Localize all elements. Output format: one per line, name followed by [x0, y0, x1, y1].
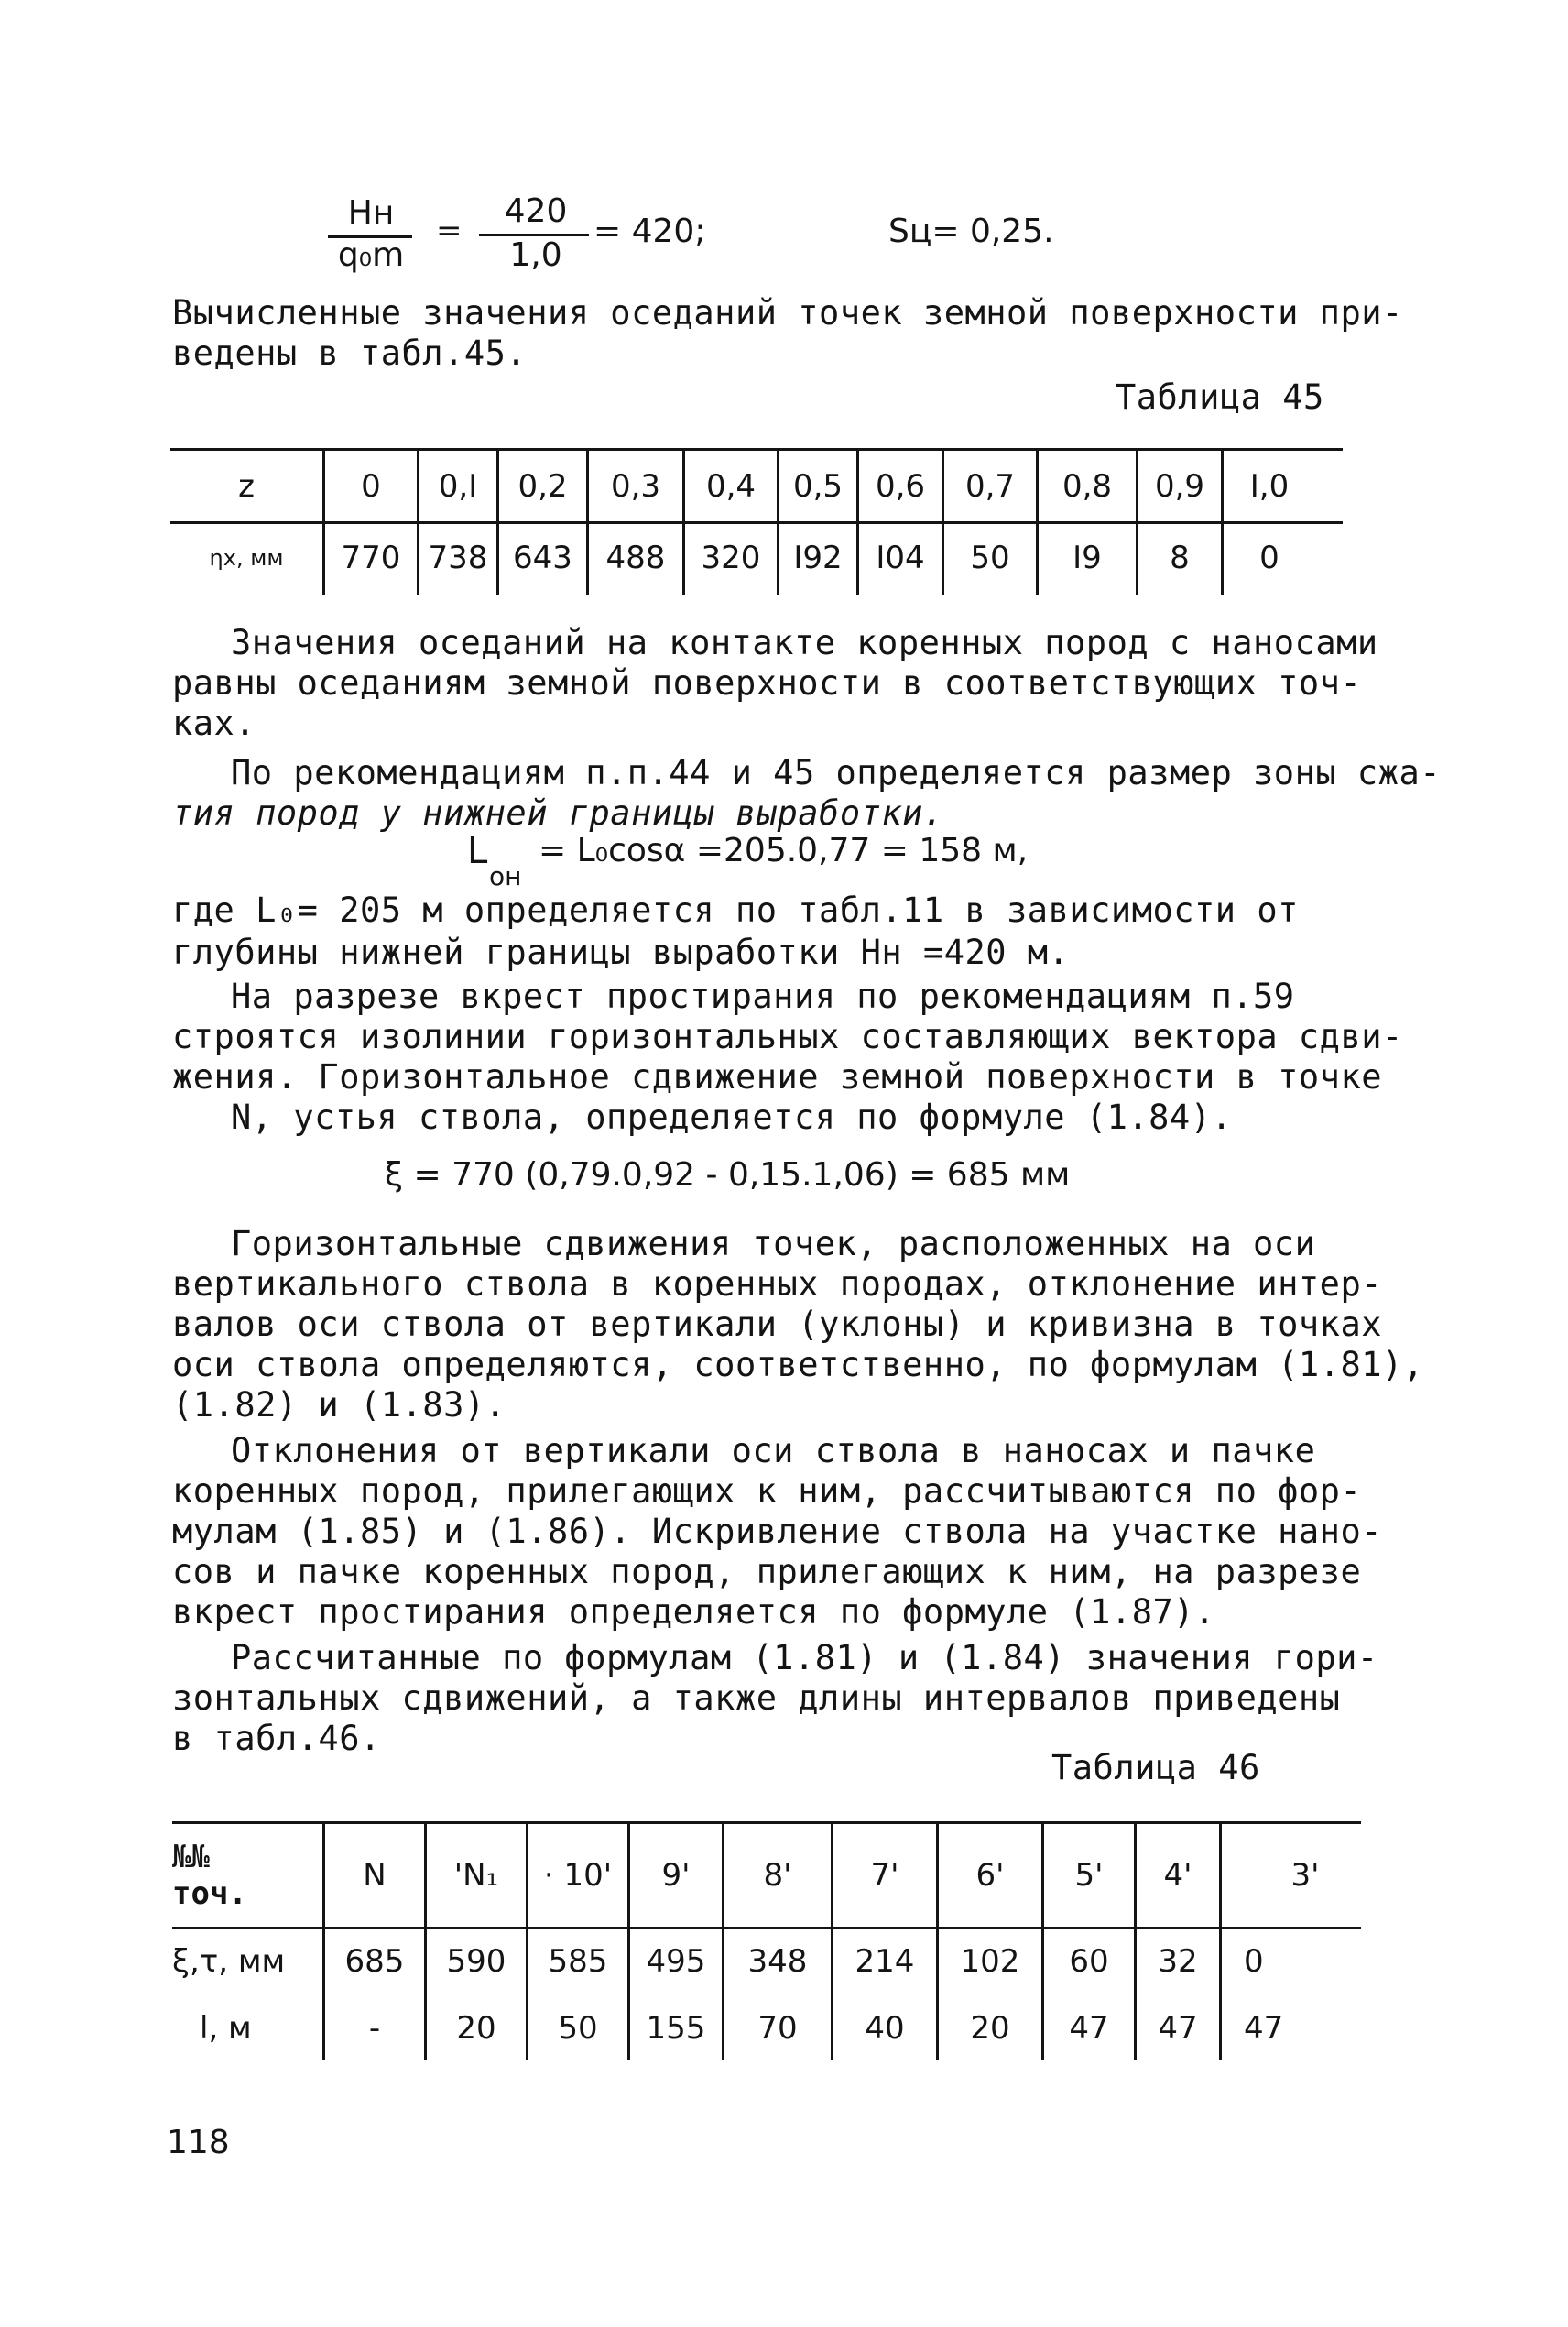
text-line: равны оседаниям земной поверхности в соответствующих точ- — [172, 663, 1362, 703]
text-line: ках. — [172, 704, 256, 743]
table45-cell: 0,4 — [684, 451, 779, 521]
table46-cell: 102 — [938, 1927, 1043, 1996]
text-line: Значения оседаний на контакте коренных пород с наносами — [231, 623, 1378, 662]
frac1-denominator: q₀m — [337, 236, 405, 274]
table46-head-label-line1: №№ — [172, 1839, 210, 1875]
table45-cell: I,0 — [1249, 467, 1290, 505]
text-line: тия пород у нижней границы выработки. — [172, 793, 944, 833]
table46-cell: 590 — [426, 1927, 528, 1996]
formula-L-lhs: L — [467, 830, 488, 872]
frac2-denominator: 1,0 — [509, 236, 562, 274]
table45-caption: Таблица 45 — [1116, 377, 1324, 417]
text-line: коренных пород, прилегающих к ним, рассчитываются по фор- — [172, 1471, 1362, 1511]
table45-cell: 0,I — [419, 451, 498, 521]
table46-cell: - — [324, 1996, 426, 2060]
text-line: вкрест простирания определяется по формуле (1.87). — [172, 1592, 1215, 1632]
table46-row-xi — [172, 1927, 1388, 1996]
text-line: Рассчитанные по формулам (1.81) и (1.84) значения гори- — [231, 1638, 1378, 1677]
text-line: мулам (1.85) и (1.86). Искривление ствола на участке нано- — [172, 1512, 1383, 1551]
table46 — [172, 1824, 1388, 2060]
table45-cell: 643 — [498, 521, 588, 595]
table46-head-cell: N — [324, 1824, 426, 1927]
table46-cell: 0 — [1244, 1943, 1264, 1980]
table46-head-label-line2: точ. — [172, 1875, 247, 1912]
equals-sign: = — [436, 213, 463, 249]
table46-cell: 155 — [629, 1996, 724, 2060]
table45-cell: 8 — [1138, 521, 1223, 595]
table45-cell: 0 — [1259, 540, 1279, 576]
table46-head-cell: 5' — [1043, 1824, 1136, 1927]
table45-cell: 0,2 — [498, 451, 588, 521]
table45-label-eta: ηx, мм — [170, 521, 324, 595]
table46-cell: 40 — [833, 1996, 938, 2060]
table45-label-z: z — [170, 451, 324, 521]
table45 — [170, 451, 1315, 595]
table46-head-row — [172, 1824, 1388, 1927]
table46-row-l — [172, 1996, 1388, 2060]
table45-cell: 320 — [684, 521, 779, 595]
table45-cell: 0,9 — [1138, 451, 1223, 521]
table46-head-cell: 7' — [833, 1824, 938, 1927]
table45-cell: I92 — [779, 521, 858, 595]
page-number: 118 — [167, 2124, 230, 2161]
table46-head-cell: 'N₁ — [426, 1824, 528, 1927]
table46-cell: 685 — [324, 1927, 426, 1996]
table46-head-cell: 9' — [629, 1824, 724, 1927]
table46-cell: 47 — [1136, 1996, 1221, 2060]
table46-cell: 70 — [724, 1996, 833, 2060]
text-line: жения. Горизонтальное сдвижение земной поверхности в точке — [172, 1057, 1383, 1097]
table45-cell: 0,3 — [588, 451, 684, 521]
table45-cell: 0,8 — [1038, 451, 1138, 521]
text-line: глубины нижней границы выработки Hн =420 м. — [172, 933, 1070, 972]
table46-cell: 50 — [528, 1996, 629, 2060]
table45-cell: 50 — [943, 521, 1038, 595]
text-line: По рекомендациям п.п.44 и 45 определяется размер зоны сжа- — [231, 753, 1442, 792]
table46-head-cell: 8' — [724, 1824, 833, 1927]
table45-cell: 770 — [324, 521, 419, 595]
table45-row-z — [170, 451, 1315, 521]
table46-row-label: l, м — [172, 1996, 324, 2060]
formula-L-subscript: он — [489, 861, 522, 891]
table46-head-cell: 4' — [1136, 1824, 1221, 1927]
text-line: На разрезе вкрест простирания по рекомендациям п.59 — [231, 977, 1295, 1016]
table46-row-label: ξ,τ, мм — [172, 1927, 324, 1996]
table46-cell: 495 — [629, 1927, 724, 1996]
table45-cell: I04 — [858, 521, 943, 595]
formula-result: = 420; — [593, 213, 706, 250]
table46-head-cell: · 10' — [528, 1824, 629, 1927]
text-line: Вычисленные значения оседаний точек земной поверхности при- — [172, 293, 1403, 333]
table46-cell: 60 — [1043, 1927, 1136, 1996]
text-line: Отклонения от вертикали оси ствола в наносах и пачке — [231, 1431, 1316, 1470]
table46-cell: 20 — [938, 1996, 1043, 2060]
text-line: зонтальных сдвижений, а также длины интервалов приведены — [172, 1678, 1341, 1718]
text-line: сов и пачке коренных пород, прилегающих к ним, на разрезе — [172, 1552, 1362, 1591]
text-line: где L₀= 205 м определяется по табл.11 в зависимости от — [172, 890, 1299, 930]
text-line: N, устья ствола, определяется по формуле (1.84). — [231, 1098, 1233, 1137]
table45-row-eta — [170, 521, 1315, 595]
table45-cell: 0,7 — [943, 451, 1038, 521]
table46-cell: 348 — [724, 1927, 833, 1996]
table45-cell: 0,5 — [779, 451, 858, 521]
s-coefficient: Sц= 0,25. — [888, 213, 1054, 250]
formula-xi: ξ = 770 (0,79.0,92 - 0,15.1,06) = 685 мм — [385, 1156, 1071, 1194]
table45-cell: 738 — [419, 521, 498, 595]
text-line: (1.82) и (1.83). — [172, 1385, 506, 1425]
text-line: в табл.46. — [172, 1719, 381, 1758]
table46-head-cell: 3' — [1290, 1857, 1320, 1894]
frac2-numerator: 420 — [504, 192, 568, 230]
table45-cell: I9 — [1038, 521, 1138, 595]
text-line: вертикального ствола в коренных породах, отклонение интер- — [172, 1264, 1383, 1304]
frac1-numerator: Hн — [347, 194, 395, 232]
table45-cell: 0,6 — [858, 451, 943, 521]
text-line: ведены в табл.45. — [172, 333, 528, 373]
table46-cell: 20 — [426, 1996, 528, 2060]
table46-cell: 214 — [833, 1927, 938, 1996]
text-line: строятся изолинии горизонтальных составляющих вектора сдви- — [172, 1017, 1403, 1056]
table46-cell: 585 — [528, 1927, 629, 1996]
text-line: Горизонтальные сдвижения точек, расположенных на оси — [231, 1224, 1316, 1263]
table46-head-label — [172, 1824, 324, 1927]
table46-head-cell: 6' — [938, 1824, 1043, 1927]
table46-cell: 32 — [1136, 1927, 1221, 1996]
table46-caption: Таблица 46 — [1051, 1748, 1260, 1787]
table46-cell: 47 — [1043, 1996, 1136, 2060]
table46-cell: 47 — [1244, 2010, 1284, 2047]
table45-cell: 488 — [588, 521, 684, 595]
text-line: валов оси ствола от вертикали (уклоны) и кривизна в точках — [172, 1305, 1383, 1344]
text-line: оси ствола определяются, соответственно, по формулам (1.81), — [172, 1345, 1424, 1384]
formula-L-rhs: = L₀cosα =205.0,77 = 158 м, — [539, 832, 1029, 869]
table45-cell: 0 — [324, 451, 419, 521]
